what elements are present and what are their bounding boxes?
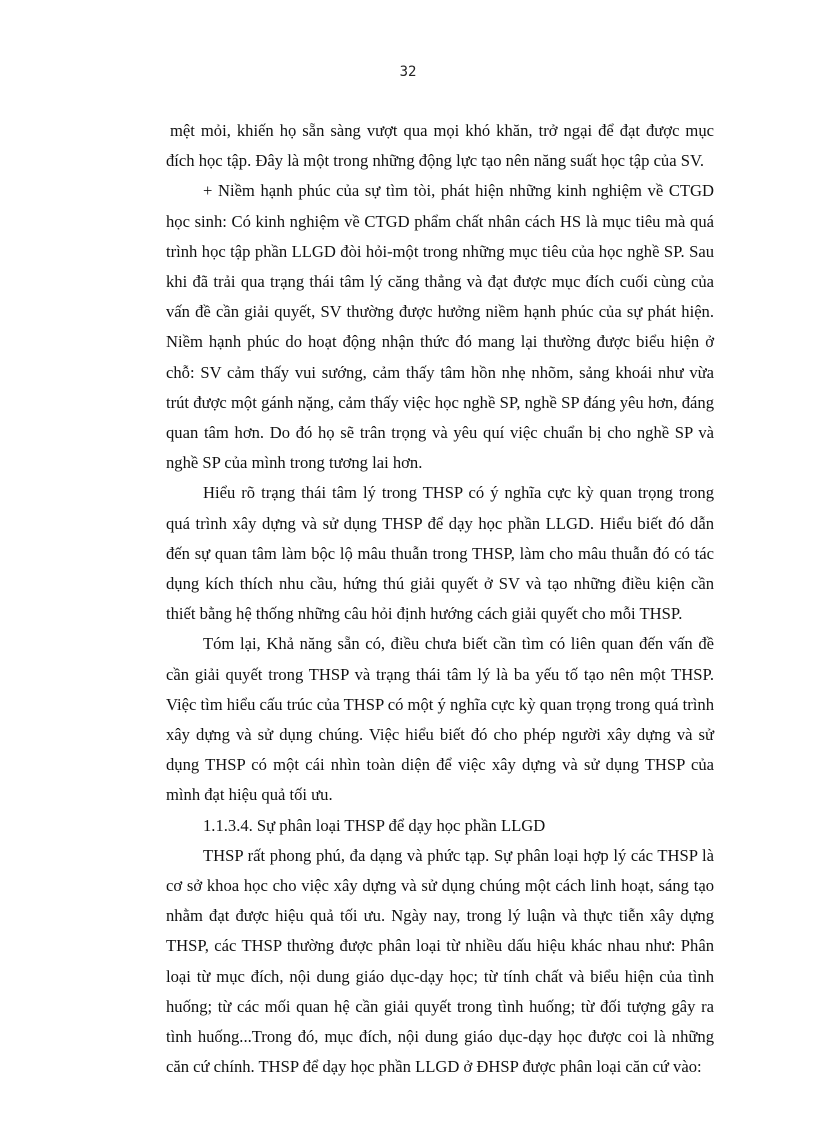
paragraph-continuation: mệt mỏi, khiến họ sẵn sàng vượt qua mọi khó khăn, trở ngại để đạt được mục đích học tập. Đây là một trong những động lực tạo nên năng suất học tập của SV.	[166, 121, 714, 171]
section-heading: 1.1.3.4. Sự phân loại THSP để dạy học phần LLGD	[203, 815, 546, 835]
paragraph-classification: THSP rất phong phú, đa dạng và phức tạp. Sự phân loại hợp lý các THSP là cơ sở khoa học cho việc xây dựng và sử dụng chúng một cách linh hoạt, sáng tạo nhằm đạt được hiệu quả tối ưu. Ngày nay, trong lý luận và thực tiễn xây dựng THSP, các THSP thường được phân loại từ nhiều dấu hiệu khác nhau như: Phân loại từ mục đích, nội dung giáo dục-dạy học; từ tính chất và biểu hiện của tình huống; từ các mối quan hệ cần giải quyết trong tình huống; từ đối tượng gây ra tình huống...Trong đó, mục đích, nội dung giáo dục-dạy học được coi là những căn cứ chính. THSP để dạy học phần LLGD ở ĐHSP được phân loại căn cứ vào:	[166, 845, 714, 1077]
paragraph-understanding-psychological-state: Hiểu rõ trạng thái tâm lý trong THSP có ý nghĩa cực kỳ quan trọng trong quá trình xây dựng và sử dụng THSP để dạy học phần LLGD. Hiểu biết đó dẫn đến sự quan tâm làm bộc lộ mâu thuẫn trong THSP, làm cho mâu thuẫn đó có tác dụng kích thích nhu cầu, hứng thú giải quyết ở SV và tạo những điều kiện cần thiết bằng hệ thống những câu hỏi định hướng cách giải quyết cho mỗi THSP.	[166, 483, 714, 624]
document-body	[166, 116, 714, 1083]
paragraph-happiness-of-discovery: + Niềm hạnh phúc của sự tìm tòi, phát hiện những kinh nghiệm về CTGD học sinh: Có kinh nghiệm về CTGD phẩm chất nhân cách HS là mục tiêu mà quá trình học tập phần LLGD đòi hỏi-một trong những mục tiêu của học nghề SP. Sau khi đã trải qua trạng thái tâm lý căng thẳng và đạt được mục đích cuối cùng của vấn đề cần giải quyết, SV thường được hưởng niềm hạnh phúc của sự phát hiện. Niềm hạnh phúc do hoạt động nhận thức đó mang lại thường được biểu hiện ở chỗ: SV cảm thấy vui sướng, cảm thấy tâm hồn nhẹ nhõm, sảng khoái như vừa trút được một gánh nặng, cảm thấy việc học nghề SP, nghề SP đáng yêu hơn, đáng quan tâm hơn. Do đó họ sẽ trân trọng và yêu quí việc chuẩn bị cho nghề SP và nghề SP của mình trong tương lai hơn.	[166, 181, 714, 473]
page-number: 32	[399, 64, 417, 80]
paragraph-summary: Tóm lại, Khả năng sẵn có, điều chưa biết cần tìm có liên quan đến vấn đề cần giải quyết trong THSP và trạng thái tâm lý là ba yếu tố tạo nên một THSP. Việc tìm hiểu cấu trúc của THSP có một ý nghĩa cực kỳ quan trọng trong quá trình xây dựng và sử dụng chúng. Việc hiểu biết đó cho phép người xây dựng và sử dụng THSP có một cái nhìn toàn diện để việc xây dựng và sử dụng THSP của mình đạt hiệu quả tối ưu.	[166, 634, 714, 805]
